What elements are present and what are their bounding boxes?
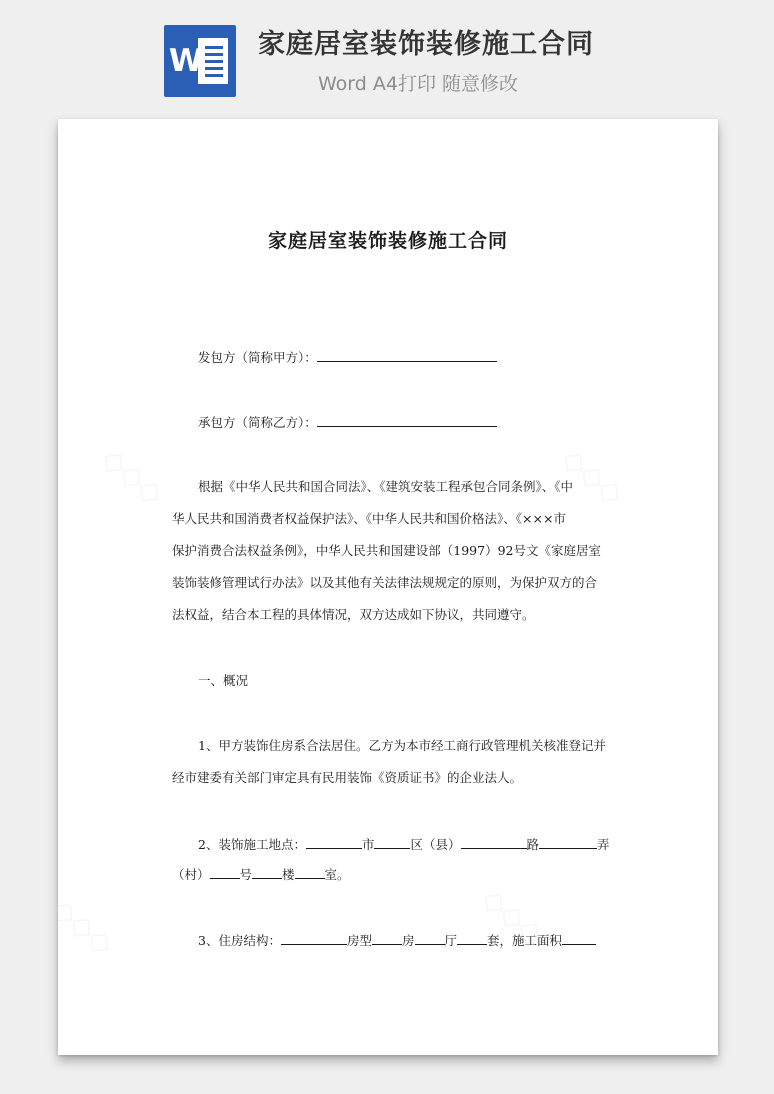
room-blank[interactable] bbox=[295, 864, 325, 879]
road-blank[interactable] bbox=[461, 834, 527, 849]
clause-1-line: 经市建委有关部门审定具有民用装饰《资质证书》的企业法人。 bbox=[172, 770, 523, 785]
clause-1-line: 1、甲方装饰住房系合法居住。乙方为本市经工商行政管理机关核准登记并 bbox=[198, 738, 606, 753]
road-label: 路 bbox=[526, 837, 540, 852]
rooms-label: 房 bbox=[401, 933, 415, 948]
document-title: 家庭居室装饰装修施工合同 bbox=[267, 230, 508, 252]
party-b-line bbox=[198, 412, 497, 433]
building-blank[interactable] bbox=[252, 864, 282, 879]
number-blank[interactable] bbox=[210, 864, 240, 879]
halls-blank[interactable] bbox=[415, 930, 445, 945]
word-app-icon bbox=[164, 25, 236, 97]
type-blank[interactable] bbox=[281, 930, 347, 945]
halls-label: 厅 bbox=[444, 933, 458, 948]
lane-blank[interactable] bbox=[539, 834, 597, 849]
suites-label: 套，施工面积 bbox=[487, 933, 563, 948]
party-b-label: 承包方（简称乙方）： bbox=[198, 415, 317, 430]
suites-blank[interactable] bbox=[457, 930, 487, 945]
banner-subtitle: Word A4打印 随意修改 bbox=[318, 73, 519, 95]
preamble-line: 保护消费合法权益条例》，中华人民共和国建设部（1997）92号文《家庭居室 bbox=[172, 543, 601, 558]
clause-2-line bbox=[172, 864, 350, 885]
rooms-blank[interactable] bbox=[372, 930, 402, 945]
preamble-line: 华人民共和国消费者权益保护法》、《中华人民共和国价格法》、《×××市 bbox=[172, 511, 566, 526]
city-blank[interactable] bbox=[306, 834, 362, 849]
section-heading: 一、概况 bbox=[198, 673, 249, 688]
preamble-line: 根据《中华人民共和国合同法》、《建筑安装工程承包合同条例》、《中 bbox=[198, 479, 574, 494]
preamble-line: 法权益，结合本工程的具体情况，双方达成如下协议，共同遵守。 bbox=[172, 607, 535, 622]
party-a-line bbox=[198, 347, 497, 368]
word-icon-letter: W bbox=[168, 43, 204, 79]
type-label: 房型 bbox=[346, 933, 372, 948]
party-b-blank[interactable] bbox=[317, 412, 497, 427]
watermark bbox=[58, 891, 120, 962]
number-label: 号 bbox=[239, 867, 253, 882]
district-label: 区（县） bbox=[410, 837, 461, 852]
area-blank[interactable] bbox=[562, 930, 596, 945]
clause-3-line bbox=[198, 930, 596, 951]
lane-label: 弄 bbox=[597, 837, 610, 852]
watermark bbox=[95, 441, 171, 512]
district-blank[interactable] bbox=[374, 834, 410, 849]
party-a-blank[interactable] bbox=[317, 347, 497, 362]
clause-2-label: 2、装饰施工地点： bbox=[198, 837, 306, 852]
village-label: （村） bbox=[172, 867, 210, 882]
party-a-label: 发包方（简称甲方）： bbox=[198, 350, 317, 365]
document-page bbox=[58, 119, 718, 1055]
clause-2-line bbox=[198, 834, 610, 855]
clause-3-label: 3、住房结构： bbox=[198, 933, 281, 948]
city-label: 市 bbox=[361, 837, 375, 852]
preamble-line: 装饰装修管理试行办法》以及其他有关法律法规规定的原则，为保护双方的合 bbox=[172, 575, 598, 590]
banner-title: 家庭居室装饰装修施工合同 bbox=[258, 29, 594, 60]
room-label: 室。 bbox=[324, 867, 350, 882]
building-label: 楼 bbox=[282, 867, 295, 882]
